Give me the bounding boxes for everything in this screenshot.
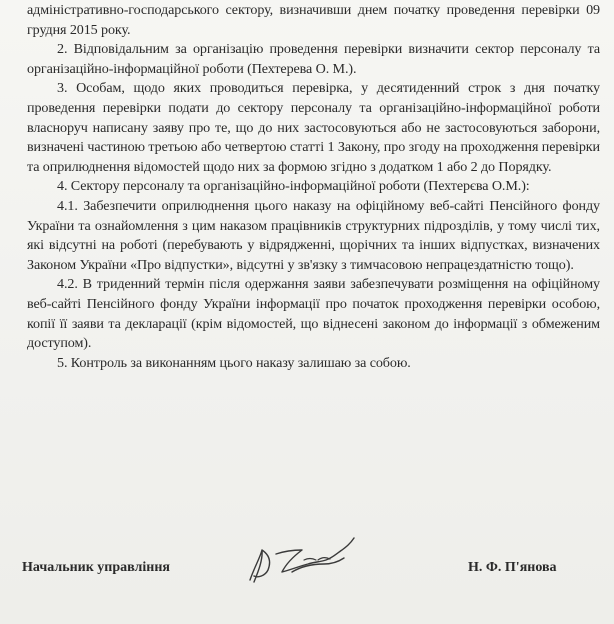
document-body bbox=[27, 1, 600, 373]
signatory-title: Начальник управління bbox=[22, 560, 170, 575]
paragraph-4-2: 4.2. В триденний термін після одержання заяви забезпечувати розміщення на офіційному веб-сайті Пенсійного фонду України інформації про початок проходження перевірки особою, копії її заяви та декларації (крім відомостей, що віднесені законом до інформації з обмеженим доступом). bbox=[27, 276, 600, 352]
signature-block bbox=[22, 545, 607, 605]
paragraph-4-1: 4.1. Забезпечити оприлюднення цього наказу на офіційному веб-сайті Пенсійного фонду України та ознайомлення з цим наказом працівників структурних підрозділів, у тому числі тих, які відсутні на роботі (перебувають у відрядженні, щорічних та інших відпустках, визначених Законом України «Про відпустки», відсутні у зв'язку з тимчасовою непрацездатністю тощо). bbox=[27, 197, 600, 273]
paragraph-3: 3. Особам, щодо яких проводиться перевірка, у десятиденний строк з дня початку проведення перевірки подати до сектору персоналу та організаційно-інформаційної роботи власноруч написану заяву про те, що до них застосовуються або не застосовуються заборони, визначені частиною третьою або четвертою статті 1 Закону, про згоду на проходження перевірки та оприлюднення відомостей щодо них за формою згідно з додатком 1 або 2 до Порядку. bbox=[27, 80, 600, 175]
paragraph-5: 5. Контроль за виконанням цього наказу залишаю за собою. bbox=[57, 354, 411, 371]
paragraph-4: 4. Сектору персоналу та організаційно-інформаційної роботи (Пехтерєва О.М.): bbox=[57, 178, 530, 195]
paragraph-2: 2. Відповідальним за організацію проведення перевірки визначити сектор персоналу та організаційно-інформаційної роботи (Пехтерева О. М.). bbox=[27, 41, 600, 77]
handwritten-signature-icon bbox=[232, 520, 372, 600]
paragraph-1-continuation: адміністративно-господарського сектору, визначивши днем початку проведення перевірки 09 грудня 2015 року. bbox=[27, 2, 600, 38]
signatory-name: Н. Ф. П'янова bbox=[468, 560, 557, 575]
